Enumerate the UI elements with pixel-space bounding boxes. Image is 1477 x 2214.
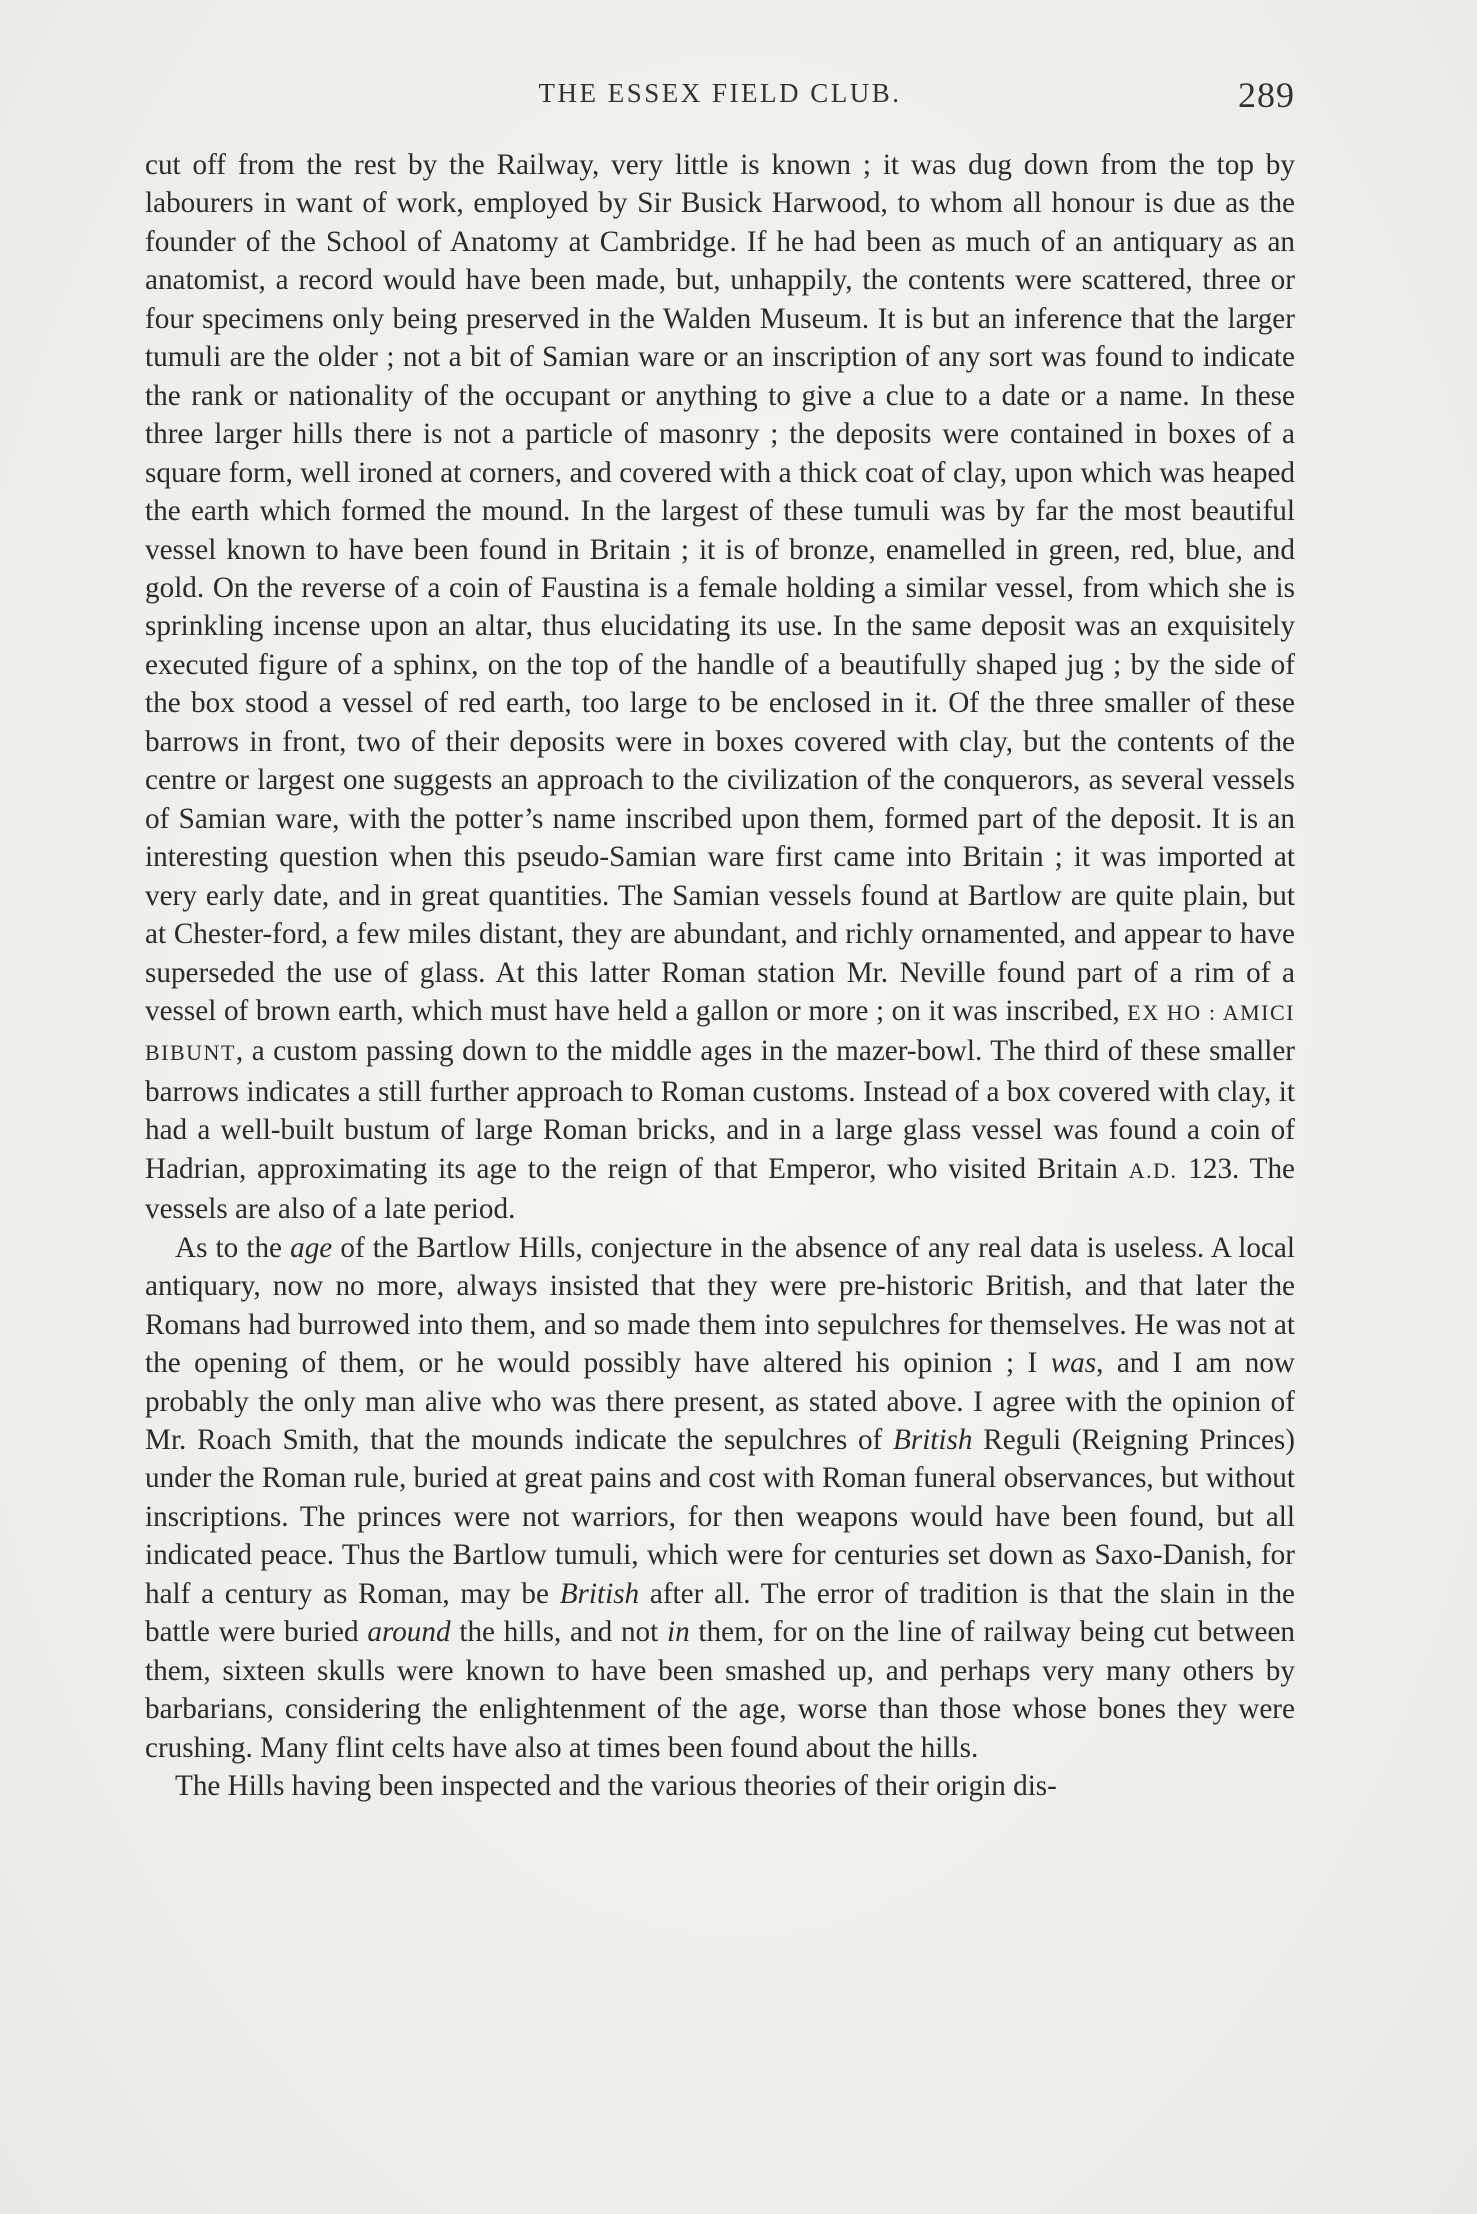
paragraph	[145, 1767, 1295, 1805]
italic-text: age	[290, 1231, 333, 1264]
text-run: the hills, and not	[450, 1616, 667, 1649]
running-head	[145, 74, 1295, 124]
page-number: 289	[1238, 75, 1295, 115]
text-run: Reguli (Reigning Princes) under the Roman rule, buried at great pains and cost with Roman funeral observances, but without inscriptions. The princes were not warriors, for then weapons would have been found, but all indicated peace. Thus the Bartlow tumuli, which were for centuries set down as Saxo-Danish, for half a century as Roman, may be	[145, 1423, 1295, 1610]
italic-text: was	[1050, 1347, 1097, 1380]
text-run: , and I am now probably the only man alive who was there present, as stated above. I agree with the opinion of Mr. Roach Smith, that the mounds indicate the sepulchres of	[145, 1347, 1295, 1456]
era-abbreviation: A.D.	[1128, 1157, 1178, 1183]
running-title: THE ESSEX FIELD CLUB.	[538, 78, 902, 108]
body-text	[145, 146, 1295, 1805]
text-run: 123. The vessels are also of a late period.	[145, 1152, 1295, 1226]
text-run: after all. The error of tradition is that the slain in the battle were buried	[145, 1577, 1295, 1649]
paragraph	[145, 146, 1295, 1229]
text-run: cut off from the rest by the Railway, very little is known ; it was dug down from the top by labourers in want of work, employed by Sir Busick Harwood, to whom all honour is due as the founder of the School of Anatomy at Cambridge. If he had been as much of an antiquary as an anatomist, a record would have been made, but, unhappily, the contents were scattered, three or four specimens only being preserved in the Walden Museum. It is but an inference that the larger tumuli are the older ; not a bit of Samian ware or an inscription of any sort was found to indicate the rank or nationality of the occupant or anything to give a clue to a date or a name. In these three larger hills there is not a particle of masonry ; the deposits were contained in boxes of a square form, well ironed at corners, and covered with a thick coat of clay, upon which was heaped the earth which formed the mound. In the largest of these tumuli was by far the most beautiful vessel known to have been found in Britain ; it is of bronze, enamelled in green, red, blue, and gold. On the reverse of a coin of Faustina is a female holding a similar vessel, from which she is sprinkling incense upon an altar, thus elucidating its use. In the same deposit was an exquisitely executed figure of a sphinx, on the top of the handle of a beautifully shaped jug ; by the side of the box stood a vessel of red earth, too large to be enclosed in it. Of the three smaller of these barrows in front, two of their deposits were in boxes covered with clay, but the contents of the centre or largest one suggests an approach to the civilization of the conquerors, as several vessels of Samian ware, with the potter’s name inscribed upon them, formed part of the deposit. It is an interesting question when this pseudo-Samian ware first came into Britain ; it was imported at very early date, and in great quantities. The Samian vessels found at Bartlow are quite plain, but at Chester-ford, a few miles distant, they are abundant, and richly ornamented, and appear to have superseded the use of glass. At this latter Roman station Mr. Neville found part of a rim of a vessel of brown earth, which must have held a gallon or more ; on it was inscribed,	[145, 149, 1295, 1027]
italic-text: British	[559, 1577, 640, 1610]
inscription-text: EX HO : AMICI BIBUNT	[145, 999, 1295, 1066]
text-run: , a custom passing down to the middle ages in the mazer-bowl. The third of these smaller barrows indicates a still further approach to Roman customs. Instead of a box covered with clay, it had a well-built bustum of large Roman bricks, and in a large glass vessel was found a coin of Hadrian, approximating its age to the reign of that Emperor, who visited Britain	[145, 1035, 1295, 1185]
italic-text: in	[666, 1616, 690, 1649]
text-run: The Hills having been inspected and the various theories of their origin dis-	[175, 1770, 1057, 1803]
text-run: them, for on the line of railway being cut between them, sixteen skulls were known to have been smashed up, and perhaps very many others by barbarians, considering the enlightenment of the age, worse than those whose bones they were crushing. Many flint celts have also at times been found about the hills.	[145, 1616, 1295, 1764]
italic-text: around	[367, 1616, 451, 1649]
italic-text: British	[893, 1423, 973, 1456]
paragraph	[145, 1229, 1295, 1767]
text-run: of the Bartlow Hills, conjecture in the absence of any real data is useless. A local antiquary, now no more, always insisted that they were pre-historic British, and that later the Romans had burrowed into them, and so made them into sepulchres for themselves. He was not at the opening of them, or he would possibly have altered his opinion ; I	[145, 1231, 1295, 1380]
text-run: As to the	[175, 1231, 291, 1264]
